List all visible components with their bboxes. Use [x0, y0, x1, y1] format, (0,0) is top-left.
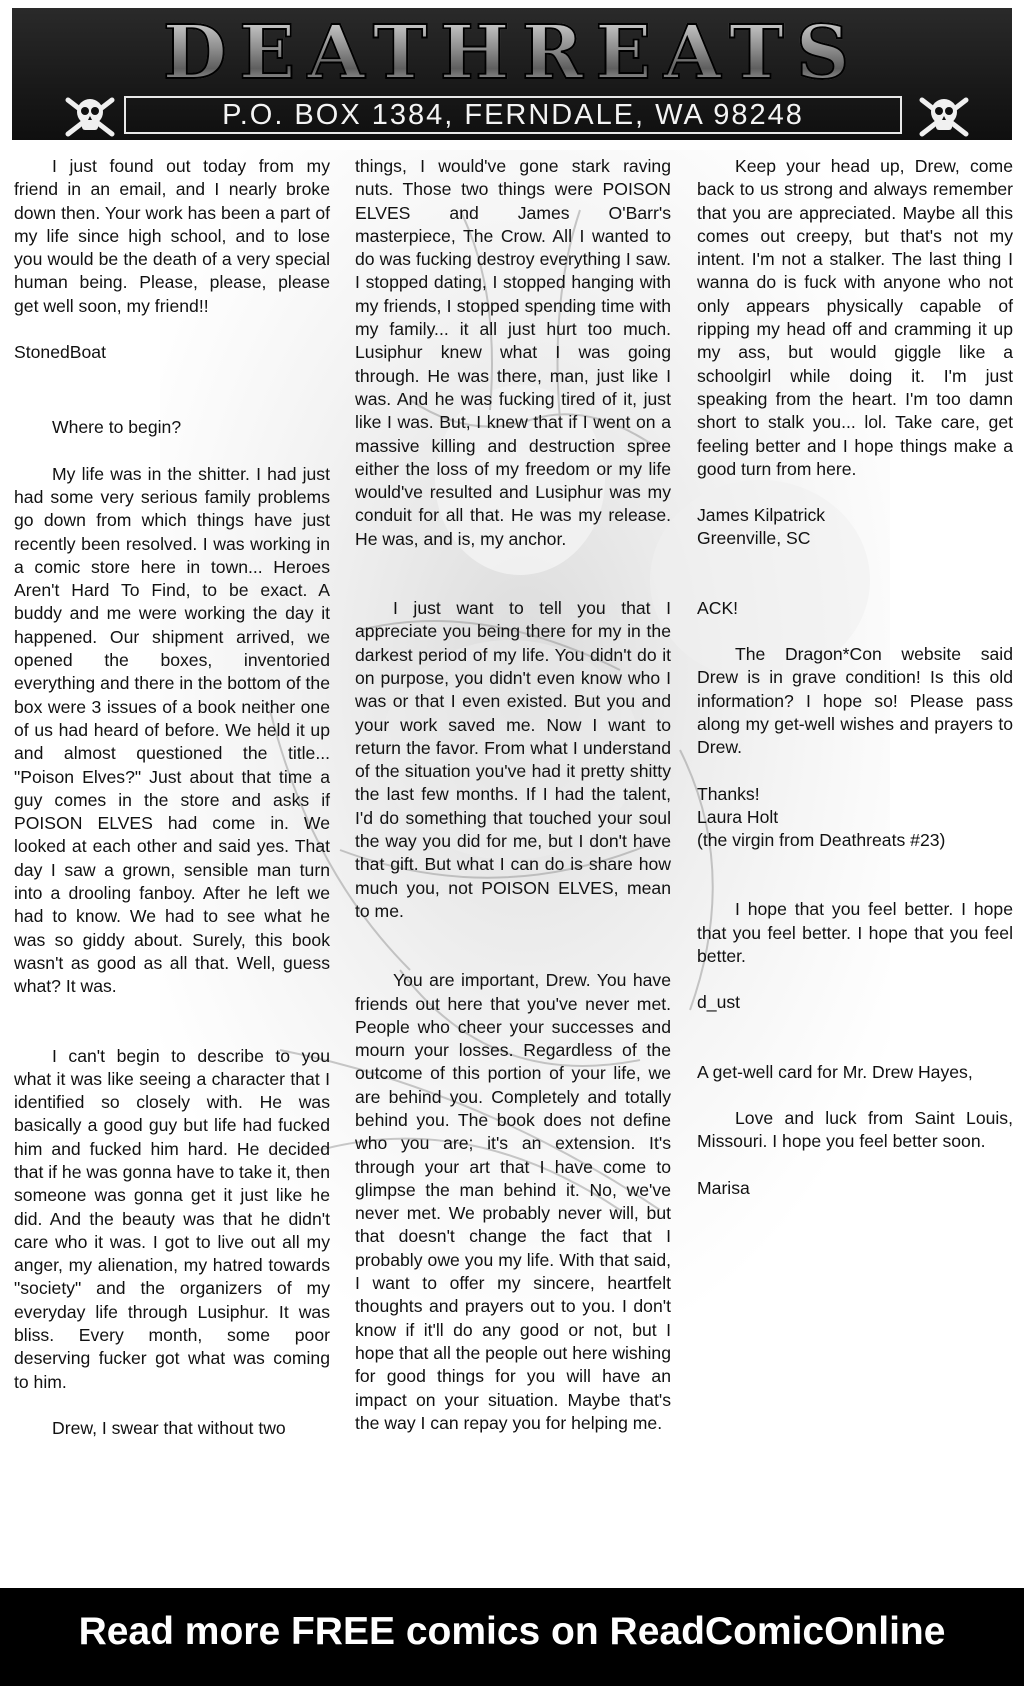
letter-paragraph: Love and luck from Saint Louis, Missouri. I hope you feel better soon.	[697, 1107, 1013, 1152]
letter-signature: StonedBoat	[14, 342, 106, 363]
letter-location: Greenville, SC	[697, 528, 811, 549]
skull-crossbones-icon	[914, 92, 974, 140]
letter-note: (the virgin from Deathreats #23)	[697, 830, 946, 851]
letter-paragraph: The Dragon*Con website said Drew is in grave condition! Is this old information? I hope so! Please pass along my get-well wishes and prayers to Drew.	[697, 644, 1013, 758]
letter-paragraph: Where to begin?	[52, 417, 182, 438]
letter-signature: d_ust	[697, 992, 741, 1013]
letter-heading: A get-well card for Mr. Drew Hayes,	[697, 1061, 973, 1082]
letter-signature: Laura Holt	[697, 806, 779, 827]
letter-closing: Thanks!	[697, 783, 760, 804]
letter-signature: James Kilpatrick	[697, 505, 826, 526]
letter-paragraph: Drew, I swear that without two	[52, 1417, 286, 1438]
letter-paragraph: I just found out today from my friend in an email, and I nearly broke down then. Your work has been a part of my life since high school, and to lose you would be the death of a very special human being. Please, please, please get well soon, my friend!!	[14, 156, 330, 316]
skull-crossbones-icon	[60, 92, 120, 140]
letter-paragraph: I can't begin to describe to you what it was like seeing a character that I identified so closely with. He was basically a good guy but life had fucked him and fucked him hard. He decided that if he was gonna have to take it, then someone was gonna get it just like he did. And the beauty was that he didn't care who it was. I got to live out all my anger, my alienation, my hatred towards "society" and the organizers of my everyday life through Lusiphur. It was bliss. Every month, some poor deserving fucker got what was coming to him.	[14, 1045, 330, 1392]
letter-paragraph: I just want to tell you that I appreciate you being there for my in the darkest period of my life. You didn't do it on purpose, you didn't even know who I was or that I even existed. But you and your work saved me. Now I want to return the favor. From what I understand of the situation you've had it pretty shitty the last few months. If I had the talent, I'd do something that touched your soul the way you did for me, but I don't have that gift. But what I can do is share how much you, not POISON ELVES, mean to me.	[355, 598, 671, 921]
masthead-banner	[12, 8, 1012, 140]
promo-text: Read more FREE comics on ReadComicOnline	[78, 1610, 946, 1653]
promo-footer	[0, 1588, 1024, 1686]
address-row	[12, 92, 1012, 140]
letter-paragraph: I hope that you feel better. I hope that you feel better. I hope that you feel better.	[697, 899, 1013, 967]
letters-column-1	[14, 155, 330, 1440]
letter-paragraph: Keep your head up, Drew, come back to us strong and always remember that you are appreciated. Maybe all this comes out creepy, but that's not my intent. I'm not a stalker. The last thing I wanna do is fuck with anyone who not only appears physically capable of ripping my head off and cramming it up my ass, but would giggle like a schoolgirl while doing it. I'm just speaking from the heart. I'm too damn short to stalk you... lol. Take care, get feeling better and I hope things make a good turn from here.	[697, 156, 1013, 479]
letter-paragraph: You are important, Drew. You have friends out here that you've never met. People who cheer your successes and mourn your losses. Regardless of the outcome of this portion of your life, we are behind you. Completely and totally behind you. The book does not define who you are; it's an extension. It's through your art that I have come to glimpse the man behind it. No, we've never met. We probably never will, but that doesn't change the fact that I probably owe you my life. With that said, I want to offer my sincere, heartfelt thoughts and prayers out to you. I don't know if it'll do any good or not, but I hope that all the people out here wishing for good things for you will have an impact on your situation. Maybe that's the way I can repay you for helping me.	[355, 970, 671, 1433]
letter-heading: ACK!	[697, 597, 739, 618]
mailing-address: P.O. BOX 1384, FERNDALE, WA 98248	[124, 96, 902, 134]
masthead-title: DEATHREATS	[12, 14, 1012, 92]
letter-paragraph: My life was in the shitter. I had just had some very serious family problems go down from which things have just recently been resolved. I was working in a comic store here in town... Heroes Aren't Hard To Find, to be exact. A buddy and me were working the day it happened. Our shipment arrived, we opened the boxes, inventoried everything and there in the bottom of the box were 3 issues of a book neither one of us had heard of before. We held it up and almost questioned the title... "Poison Elves?" Just about that time a guy comes in the store and asks if POISON ELVES had come in. We looked at each other and said yes. That day I saw a grown, sensible man turn into a drooling fanboy. After he left we had to know. We had to see what he was so giddy about. Surely, this book wasn't as good as all that. Well, guess what? It was.	[14, 463, 330, 997]
letter-signature: Marisa	[697, 1177, 750, 1198]
letter-paragraph: things, I would've gone stark raving nuts. Those two things were POISON ELVES and James O'Barr's masterpiece, The Crow. All I wanted to do was fucking destroy everything I saw. I stopped dating, I stopped hanging with my friends, I stopped spending time with my family... it all just hurt too much. Lusiphur knew what I was going through. He was there, man, just like I was. And he was fucking tired of it, just like I was. But, I knew that if I went on a massive killing and destruction spree either the loss of my freedom or my life would've resulted and Lusiphur was my conduit for all that. He was my release. He was, and is, my anchor.	[355, 156, 671, 549]
letters-column-2	[355, 155, 671, 1435]
letters-column-3	[697, 155, 1013, 1200]
